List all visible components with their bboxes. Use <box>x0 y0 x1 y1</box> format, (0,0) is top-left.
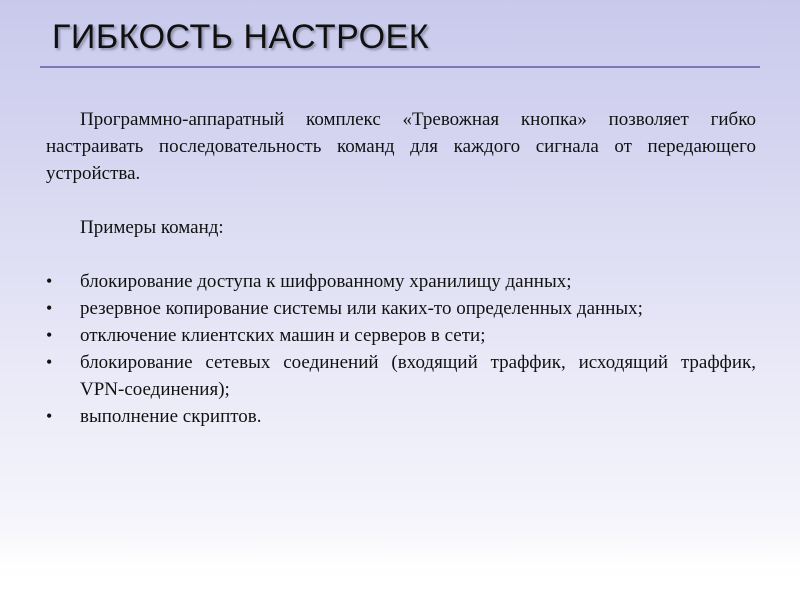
bullet-icon: • <box>46 298 53 318</box>
list-item-text: блокирование доступа к шифрованному хранилищу данных; <box>80 271 572 292</box>
list-item-text: блокирование сетевых соединений (входящий траффик, исходящий траффик, VPN-соединения); <box>80 352 756 400</box>
bottom-gradient-band <box>0 530 800 600</box>
intro-paragraph: Программно-аппаратный комплекс «Тревожная кнопка» позволяет гибко настраивать последовательность команд для каждого сигнала от передающего устройства. <box>46 109 756 184</box>
slide-title: ГИБКОСТЬ НАСТРОЕК <box>52 18 430 56</box>
list-item <box>46 349 756 403</box>
slide-body <box>46 106 756 430</box>
bullet-icon: • <box>46 406 53 426</box>
commands-list <box>46 268 756 430</box>
bullet-icon: • <box>46 325 53 345</box>
list-item-text: резервное копирование системы или каких-то определенных данных; <box>80 298 643 319</box>
list-item <box>46 295 756 322</box>
list-item <box>46 268 756 295</box>
list-item <box>46 322 756 349</box>
bullet-icon: • <box>46 271 53 291</box>
bullet-icon: • <box>46 352 53 372</box>
list-item-text: выполнение скриптов. <box>80 406 262 427</box>
list-item <box>46 403 756 430</box>
list-item-text: отключение клиентских машин и серверов в сети; <box>80 325 486 346</box>
examples-heading: Примеры команд: <box>80 217 224 238</box>
title-underline <box>40 66 760 68</box>
